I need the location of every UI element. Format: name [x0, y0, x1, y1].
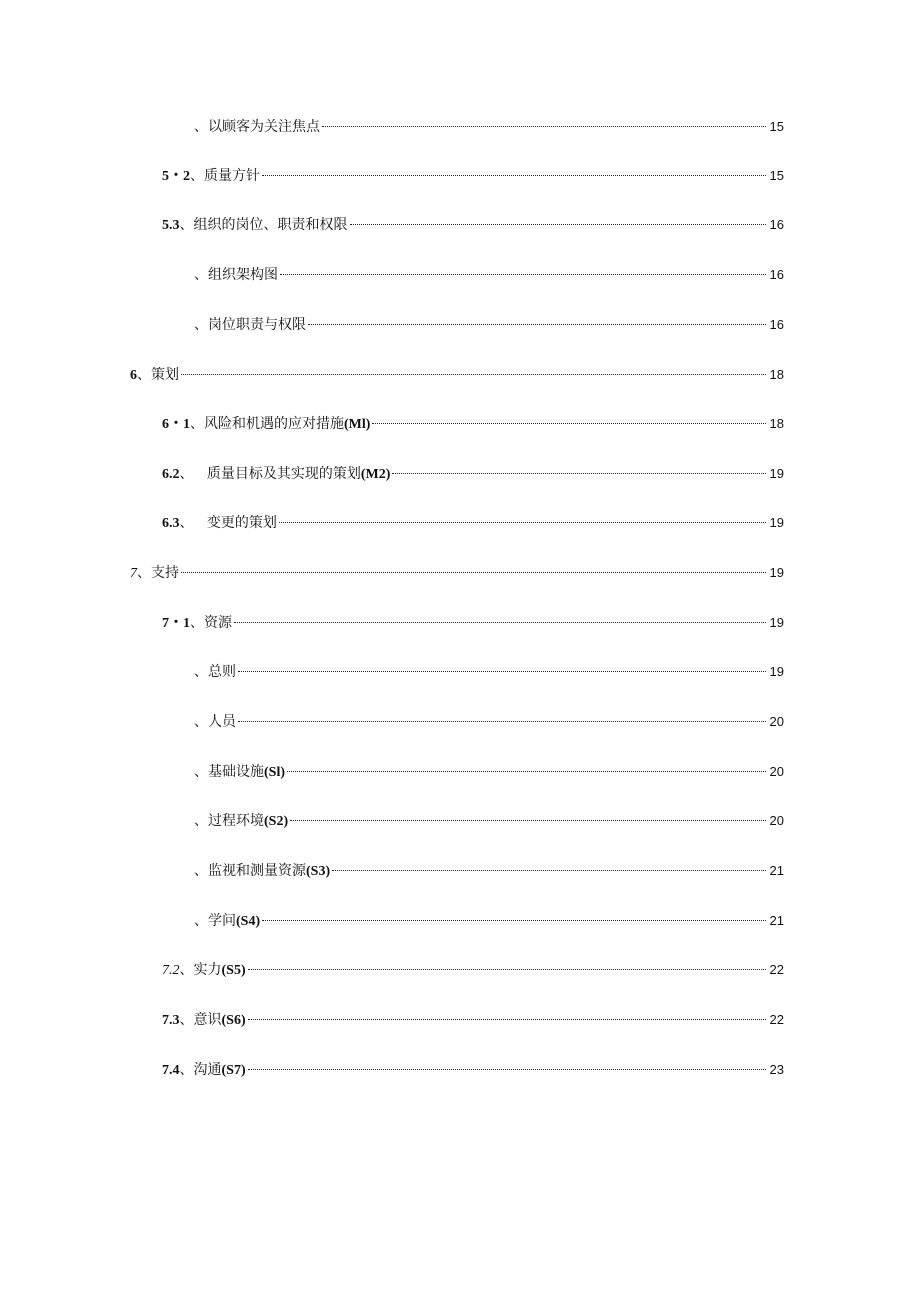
toc-number: 7.4 — [162, 1063, 180, 1078]
leader-dots — [238, 659, 766, 672]
toc-entry[interactable] — [162, 610, 784, 634]
toc-title: 、学问 — [194, 913, 236, 929]
leader-dots — [322, 114, 766, 127]
toc-page: 19 — [769, 614, 784, 630]
toc-number: 7 — [130, 566, 137, 581]
toc-entry[interactable] — [194, 858, 784, 882]
leader-dots — [290, 808, 766, 821]
toc-entry[interactable] — [194, 114, 784, 138]
toc-page: 19 — [769, 663, 784, 679]
toc-code: (S3) — [306, 864, 331, 879]
toc-entry[interactable] — [162, 1057, 784, 1081]
toc-code: (S5) — [221, 963, 246, 978]
toc-page: 19 — [769, 465, 784, 481]
toc-entry[interactable] — [130, 362, 784, 386]
toc-code: (S6) — [221, 1013, 246, 1028]
toc-title: 、沟通 — [179, 1062, 222, 1078]
leader-dots — [308, 312, 766, 325]
toc-entry[interactable] — [162, 212, 784, 236]
toc-title: 、 变更的策划 — [179, 515, 277, 531]
toc-title: 、总则 — [194, 664, 236, 680]
toc-code: (S7) — [221, 1063, 246, 1078]
leader-dots — [234, 610, 766, 623]
toc-number: 5.3 — [162, 218, 180, 233]
toc-title: 、实力 — [179, 962, 222, 978]
toc-number: 7.2 — [162, 963, 180, 978]
toc-number: 5・2 — [162, 169, 190, 184]
leader-dots — [248, 1057, 766, 1070]
leader-dots — [392, 461, 766, 474]
leader-dots — [372, 411, 766, 424]
toc-title: 、资源 — [190, 615, 232, 631]
toc-number: 6 — [130, 368, 137, 383]
toc-entry[interactable] — [194, 659, 784, 683]
toc-title: 、过程环境 — [194, 813, 264, 829]
toc-title: 、支持 — [137, 565, 179, 581]
toc-page: 21 — [769, 862, 784, 878]
toc-number: 6.2 — [162, 467, 180, 482]
toc-page: 15 — [769, 167, 784, 183]
toc-title: 、组织的岗位、职责和权限 — [179, 217, 348, 233]
toc-number: 6.3 — [162, 516, 180, 531]
leader-dots — [280, 262, 766, 275]
leader-dots — [238, 709, 766, 722]
toc-code: (Sl) — [264, 765, 285, 780]
toc-title: 、岗位职责与权限 — [194, 317, 306, 333]
toc-entry[interactable] — [130, 560, 784, 584]
toc-title: 、策划 — [137, 367, 179, 383]
toc-entry[interactable] — [194, 908, 784, 932]
toc-code: (Ml) — [344, 417, 371, 432]
leader-dots — [248, 1007, 766, 1020]
toc-page: 15 — [769, 118, 784, 134]
toc-entry[interactable] — [162, 163, 784, 187]
toc-page: 22 — [769, 1011, 784, 1027]
leader-dots — [248, 957, 766, 970]
toc-page: 22 — [769, 961, 784, 977]
toc-entry[interactable] — [194, 312, 784, 336]
toc-title: 、质量方针 — [190, 168, 260, 184]
toc-title: 、 质量目标及其实现的策划 — [179, 466, 361, 482]
toc-entry[interactable] — [162, 1007, 784, 1031]
toc-page: 16 — [769, 316, 784, 332]
toc-entry[interactable] — [194, 759, 784, 783]
toc-title: 、以顾客为关注焦点 — [194, 119, 320, 135]
leader-dots — [181, 560, 766, 573]
toc-title: 、基础设施 — [194, 764, 264, 780]
toc-entry[interactable] — [162, 957, 784, 981]
toc-code: (S2) — [264, 814, 289, 829]
toc-title: 、组织架构图 — [194, 267, 278, 283]
leader-dots — [287, 759, 766, 772]
toc-page: 20 — [769, 713, 784, 729]
toc-entry[interactable] — [162, 461, 784, 485]
toc-code: (M2) — [360, 467, 391, 482]
leader-dots — [279, 510, 766, 523]
toc-number: 7.3 — [162, 1013, 180, 1028]
toc-page: 18 — [769, 415, 784, 431]
toc-page: 19 — [769, 564, 784, 580]
toc-entry[interactable] — [162, 411, 784, 435]
toc-entry[interactable] — [194, 808, 784, 832]
leader-dots — [350, 212, 767, 225]
toc-title: 、意识 — [179, 1012, 222, 1028]
leader-dots — [262, 163, 766, 176]
toc-number: 7・1 — [162, 616, 190, 631]
toc-page: 20 — [769, 812, 784, 828]
toc-number: 6・1 — [162, 417, 190, 432]
leader-dots — [181, 362, 766, 375]
toc-page: 20 — [769, 763, 784, 779]
toc-page: 18 — [769, 366, 784, 382]
toc-title: 、人员 — [194, 714, 236, 730]
toc-entry[interactable] — [194, 709, 784, 733]
toc-page: 16 — [769, 266, 784, 282]
toc-page: 16 — [769, 216, 784, 232]
toc-title: 、监视和测量资源 — [194, 863, 306, 879]
leader-dots — [262, 908, 766, 921]
toc-entry[interactable] — [162, 510, 784, 534]
toc-code: (S4) — [236, 914, 261, 929]
toc-page: 19 — [769, 514, 784, 530]
toc-title: 、风险和机遇的应对措施 — [190, 416, 344, 432]
toc-entry[interactable] — [194, 262, 784, 286]
toc-page: 23 — [769, 1061, 784, 1077]
toc-page: 21 — [769, 912, 784, 928]
leader-dots — [332, 858, 766, 871]
